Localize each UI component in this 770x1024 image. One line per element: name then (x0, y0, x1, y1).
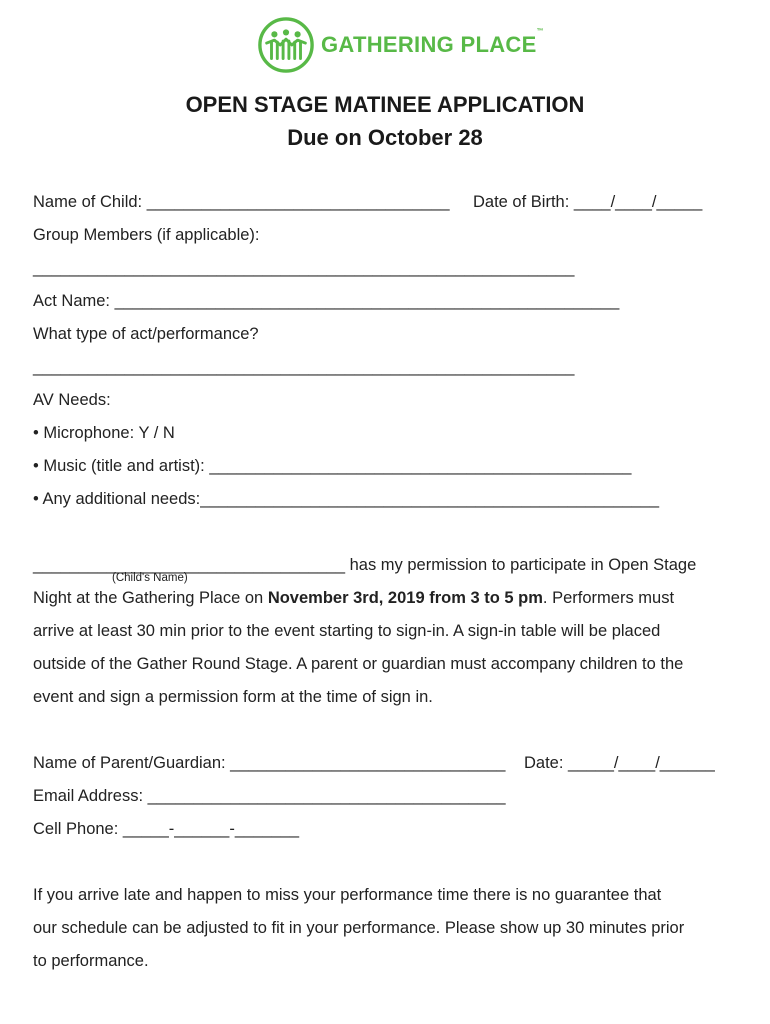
guardian-date-field[interactable]: Date: _____/____/______ (524, 754, 715, 772)
permission-text-1: has my permission to participate in Open Stage (345, 556, 697, 574)
music-field[interactable]: • Music (title and artist): ______________________________________________ (33, 457, 632, 475)
notice-line-3: to performance. (33, 952, 149, 970)
child-name-field[interactable]: Name of Child: _________________________________ (33, 193, 450, 211)
cell-phone-field[interactable]: Cell Phone: _____-______-_______ (33, 820, 300, 838)
gathering-place-logo-icon (257, 16, 315, 74)
child-name-permission-field[interactable]: __________________________________ (33, 556, 346, 574)
microphone-option[interactable]: • Microphone: Y / N (33, 424, 175, 442)
child-name-caption: (Child's Name) (112, 572, 188, 584)
notice-line-1: If you arrive late and happen to miss your performance time there is no guarantee that (33, 886, 662, 904)
act-name-field[interactable]: Act Name: _______________________________________________________ (33, 292, 620, 310)
act-type-field[interactable]: ___________________________________________________________ (33, 358, 575, 376)
group-members-label: Group Members (if applicable): (33, 226, 260, 244)
notice-line-2: our schedule can be adjusted to fit in your performance. Please show up 30 minutes prior (33, 919, 685, 937)
event-date-time: November 3rd, 2019 from 3 to 5 pm (267, 589, 543, 607)
permission-line-2: Night at the Gathering Place on November 3rd, 2019 from 3 to 5 pm. Performers must (33, 589, 675, 607)
permission-line-5: event and sign a permission form at the time of sign in. (33, 688, 433, 706)
av-needs-label: AV Needs: (33, 391, 111, 409)
guardian-name-field[interactable]: Name of Parent/Guardian: ______________________________ (33, 754, 506, 772)
permission-line-4: outside of the Gather Round Stage. A parent or guardian must accompany children to the (33, 655, 684, 673)
page-title: OPEN STAGE MATINEE APPLICATION (185, 92, 585, 117)
date-of-birth-field[interactable]: Date of Birth: ____/____/_____ (473, 193, 703, 211)
act-type-label: What type of act/performance? (33, 325, 259, 343)
gathering-place-logo (257, 16, 544, 74)
permission-line-3: arrive at least 30 min prior to the event starting to sign-in. A sign-in table will be placed (33, 622, 661, 640)
logo-wordmark: GATHERING PLACE™ (321, 28, 544, 57)
page-subtitle: Due on October 28 (287, 125, 483, 150)
group-members-field[interactable]: ___________________________________________________________ (33, 259, 575, 277)
email-field[interactable]: Email Address: _______________________________________ (33, 787, 506, 805)
additional-needs-field[interactable]: • Any additional needs:__________________________________________________ (33, 490, 660, 508)
